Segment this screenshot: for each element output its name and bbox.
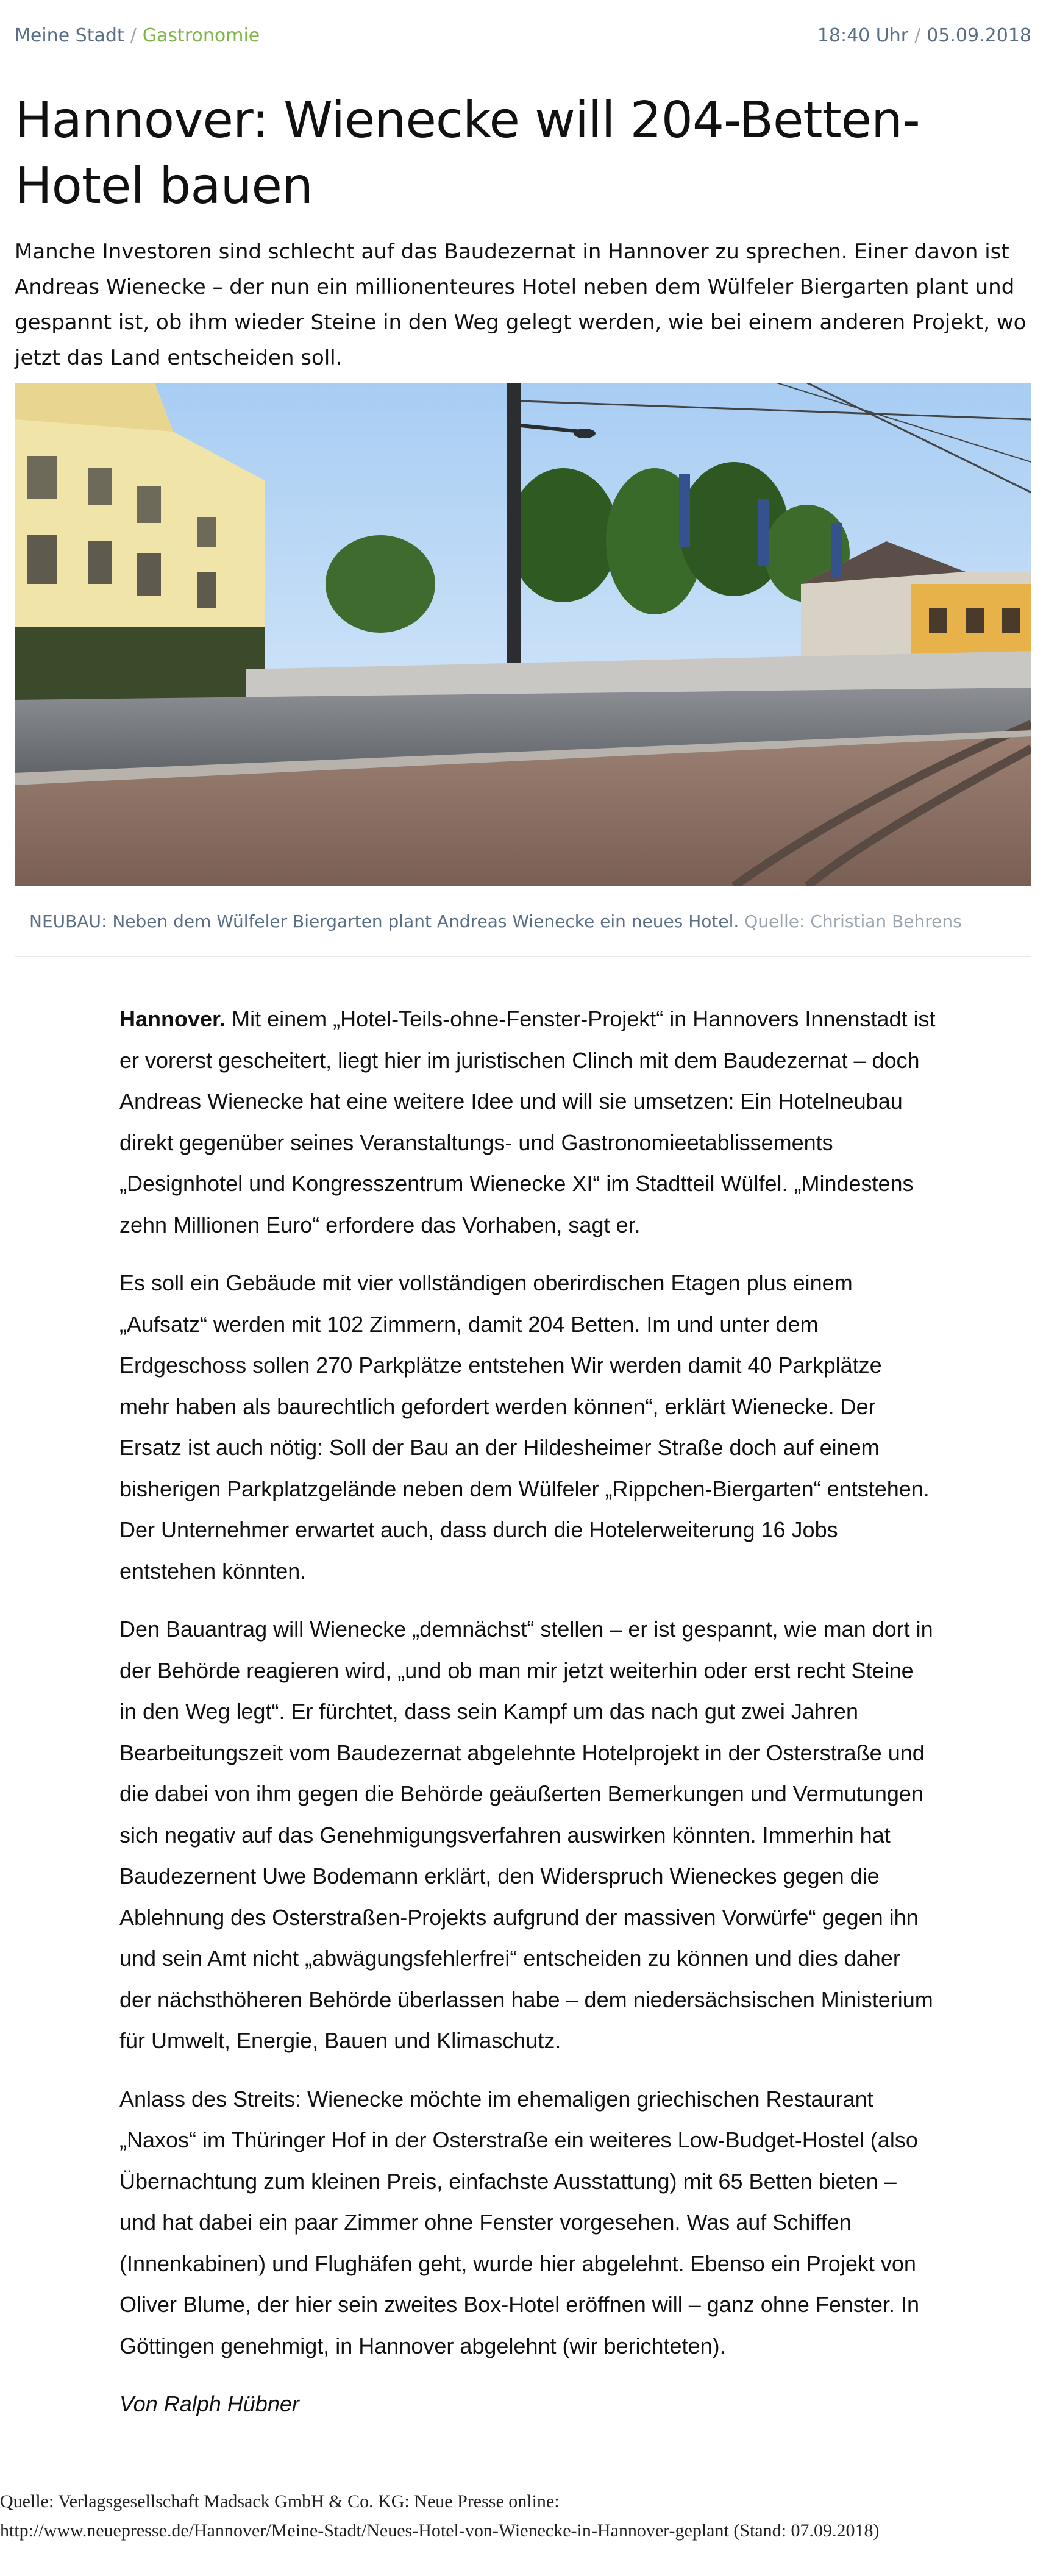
breadcrumb-link-meine-stadt[interactable]: Meine Stadt: [15, 24, 124, 46]
paragraph-1-text: Mit einem „Hotel-Teils-ohne-Fenster-Projekt“ in Hannovers Innenstadt ist er vorerst gescheitert, liegt hier im juristischen Clinch mit dem Baudezernat – doch Andreas Wienecke hat eine weitere Idee und will sie umsetzen: Ein Hotelneubau direkt gegenüber seines Veranstaltungs- und Gastronomieetablissements „Designhotel und Kongresszentrum Wienecke XI“ im Stadtteil Wülfel. „Mindestens zehn Millionen Euro“ erfordere das Vorhaben, sagt er.: [119, 1006, 936, 1237]
caption-divider: [15, 956, 1031, 957]
article-paragraph-3: Den Bauantrag will Wienecke „demnächst“ stellen – er ist gespannt, wie man dort in der Behörde reagieren wird, „und ob man mir jetzt weiterhin oder erst recht Steine in den Weg legt“. Er fürchtet, dass sein Kampf um das nach gut zwei Jahren Bearbeitungszeit vom Baudezernat abgelehnte Hotelprojekt in der Osterstraße und die dabei von ihm gegen die Behörde geäußerten Bemerkungen und Vermutungen sich negativ auf das Genehmigungsverfahren auswirken könnten. Immerhin hat Baudezernent Uwe Bodemann erklärt, den Widerspruch Wieneckes gegen die Ablehnung des Osterstraßen-Projekts aufgrund der massiven Vorwürfe“ gegen ihn und sein Amt nicht „abwägungsfehlerfrei“ entscheiden zu können und dies daher der nächsthöheren Behörde überlassen habe – dem niedersächsischen Ministerium für Umwelt, Energie, Bauen und Klimaschutz.: [119, 1617, 933, 2053]
street-photo-illustration: [15, 383, 1031, 886]
source-note-line-2[interactable]: http://www.neuepresse.de/Hannover/Meine-Stadt/Neues-Hotel-von-Wienecke-in-Hannover-geplant (Stand: 07.09.2018): [0, 2521, 880, 2541]
publish-time: 18:40 Uhr: [817, 24, 909, 46]
article-paragraph-1: [119, 998, 936, 1245]
article-photo[interactable]: [15, 383, 1031, 886]
publish-separator: /: [914, 24, 921, 46]
photo-caption: [29, 907, 1005, 936]
dateline-city: Hannover.: [119, 1006, 226, 1031]
breadcrumb-link-gastronomie[interactable]: Gastronomie: [142, 24, 260, 46]
publish-date: 05.09.2018: [927, 24, 1031, 46]
caption-text: NEUBAU: Neben dem Wülfeler Biergarten plant Andreas Wienecke ein neues Hotel.: [29, 911, 739, 931]
caption-source: Quelle: Christian Behrens: [744, 911, 962, 931]
article-body: [119, 998, 936, 2442]
source-note-line-1: Quelle: Verlagsgesellschaft Madsack GmbH & Co. KG: Neue Presse online:: [0, 2491, 560, 2511]
article-lead: Manche Investoren sind schlecht auf das Baudezernat in Hannover zu sprechen. Einer davon ist Andreas Wienecke – der nun ein millionenteures Hotel neben dem Wülfeler Biergarten plant und gespannt ist, ob ihm wieder Steine in den Weg gelegt werden, wie bei einem anderen Projekt, wo jetzt das Land entscheiden soll.: [15, 240, 1026, 370]
article-paragraph-4: Anlass des Streits: Wienecke möchte im ehemaligen griechischen Restaurant „Naxos“ im Thüringer Hof in der Osterstraße ein weiteres Low-Budget-Hostel (also Übernachtung zum kleinen Preis, einfachste Ausstattung) mit 65 Betten bieten – und hat dabei ein paar Zimmer ohne Fenster vorgesehen. Was auf Schiffen (Innenkabinen) und Flughäfen geht, wurde hier abgelehnt. Ebenso ein Projekt von Oliver Blume, der hier sein zweites Box-Hotel eröffnen will – ganz ohne Fenster. In Göttingen genehmigt, in Hannover abgelehnt (wir berichteten).: [119, 2086, 919, 2358]
breadcrumb: [15, 25, 260, 46]
article-header: [15, 22, 1031, 49]
article-paragraph-2: Es soll ein Gebäude mit vier vollständigen oberirdischen Etagen plus einem „Aufsatz“ werden mit 102 Zimmern, damit 204 Betten. Im und unter dem Erdgeschoss sollen 270 Parkplätze entstehen Wir werden damit 40 Parkplätze mehr haben als baurechtlich gefordert werden können“, erklärt Wienecke. Der Ersatz ist auch nötig: Soll der Bau an der Hildesheimer Straße doch auf einem bisherigen Parkplatzgelände neben dem Wülfeler „Rippchen-Biergarten“ entstehen. Der Unternehmer erwartet auch, dass durch die Hotelerweiterung 16 Jobs entstehen könnten.: [119, 1270, 930, 1584]
breadcrumb-separator: /: [130, 24, 137, 46]
publish-meta: [817, 25, 1031, 46]
article-author: Von Ralph Hübner: [119, 2391, 299, 2416]
source-note: [0, 2487, 1046, 2546]
article-title: Hannover: Wienecke will 204-Betten-Hotel bauen: [15, 91, 920, 215]
